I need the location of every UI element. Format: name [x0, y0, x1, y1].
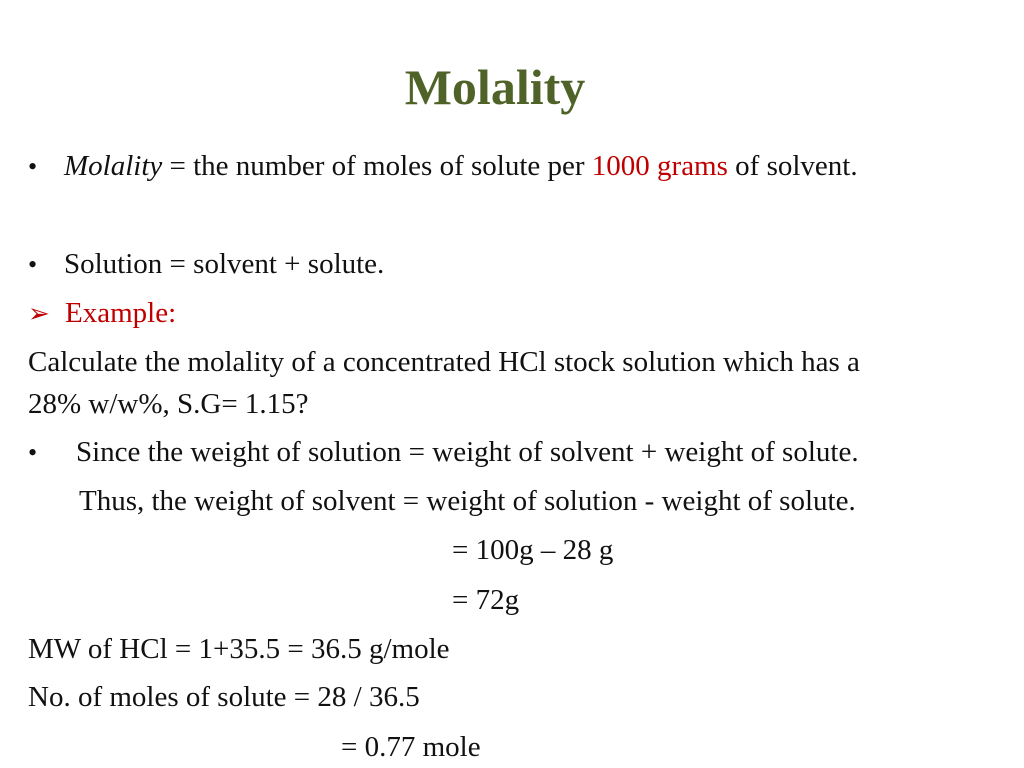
example-label: Example: [65, 297, 177, 329]
definition-text-1: = the number of moles of solute per [162, 150, 592, 182]
solution-line [28, 250, 384, 279]
equation-1: = 100g – 28 g [452, 534, 614, 566]
question-line-2: 28% w/w%, S.G= 1.15? [28, 388, 309, 420]
bullet-icon: • [28, 152, 38, 181]
thus-line: Thus, the weight of solvent = weight of solution - weight of solute. [79, 485, 856, 517]
since-line [28, 438, 859, 467]
definition-highlight: 1000 grams [591, 150, 728, 182]
bullet-icon: • [28, 250, 38, 279]
slide-title: Molality [404, 59, 586, 115]
definition-line [28, 152, 858, 181]
arrow-bullet-icon: ➢ [28, 299, 50, 328]
molecular-weight-line: MW of HCl = 1+35.5 = 36.5 g/mole [28, 633, 450, 665]
since-text: Since the weight of solution = weight of solvent + weight of solute. [76, 436, 859, 468]
bullet-icon: • [28, 438, 38, 467]
moles-result: = 0.77 mole [341, 731, 481, 763]
definition-term: Molality [64, 150, 163, 182]
definition-text-2: of solvent. [727, 150, 858, 182]
moles-line: No. of moles of solute = 28 / 36.5 [28, 681, 420, 713]
equation-2: = 72g [452, 584, 520, 616]
solution-text: Solution = solvent + solute. [64, 248, 385, 280]
question-line-1: Calculate the molality of a concentrated HCl stock solution which has a [28, 346, 860, 378]
